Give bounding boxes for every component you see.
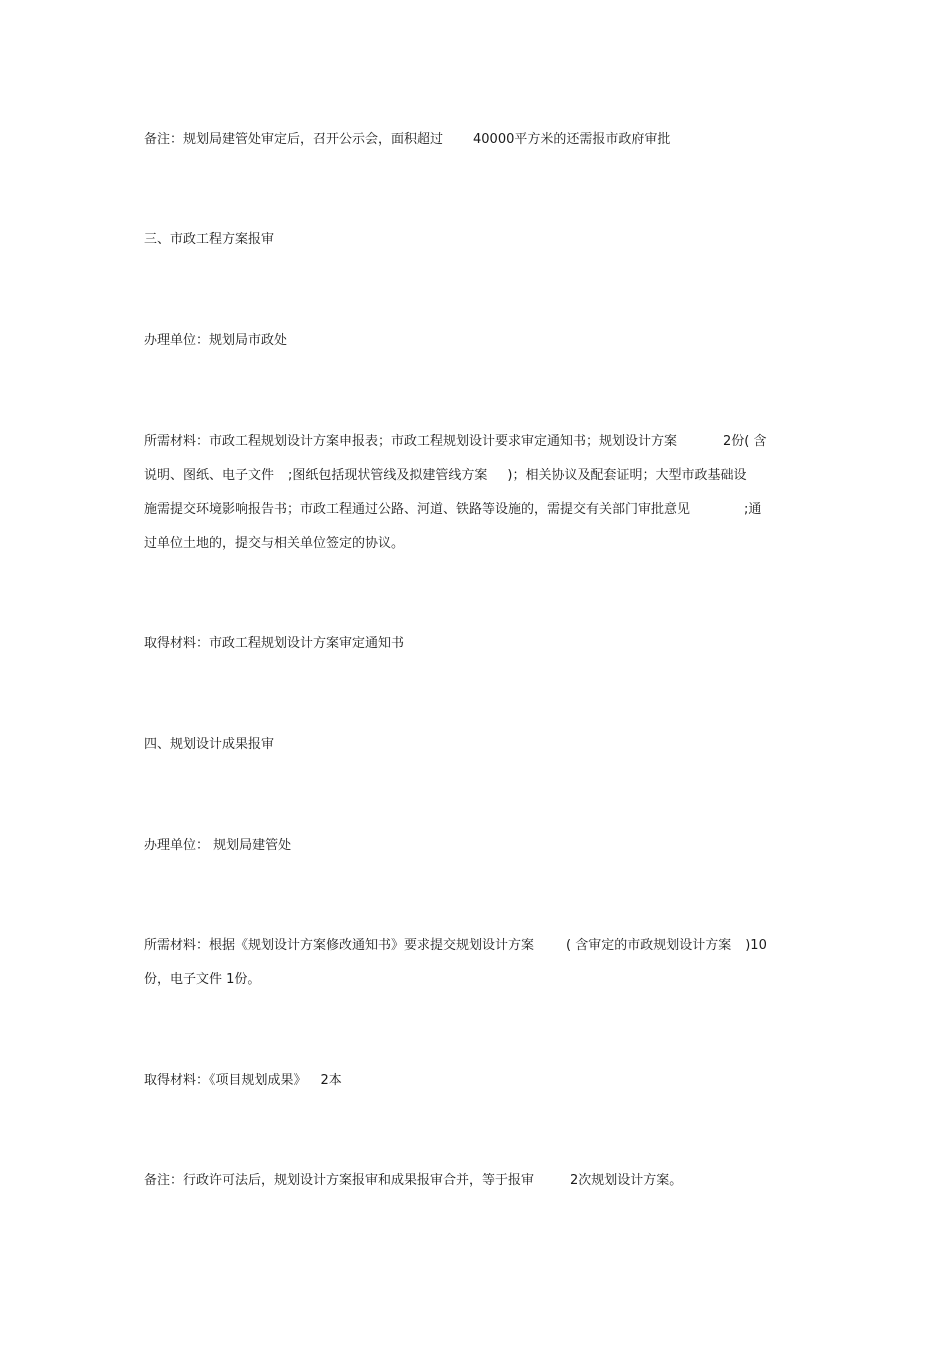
section-3-office <box>144 324 808 358</box>
section-3-materials-l4: 过单位土地的，提交与相关单位签定的协议。 <box>144 536 405 551</box>
section-3-materials-l2c: )；相关协议及配套证明；大型市政基础设 <box>507 468 747 483</box>
section-3-obtained <box>144 627 808 661</box>
section-3-office-text: 办理单位：规划局市政处 <box>144 333 288 348</box>
remark-merge <box>144 1164 808 1198</box>
section-4-materials-l1b: ( 含审定的市政规划设计方案 <box>566 938 732 953</box>
remark-merge-count: 2次规划设计方案。 <box>570 1173 683 1188</box>
section-4-materials <box>144 929 808 997</box>
section-4-obtained-count: 2本 <box>320 1073 342 1088</box>
section-4-obtained <box>144 1064 808 1098</box>
section-4-office <box>144 829 808 863</box>
section-4-materials-l2: 份，电子文件 1份。 <box>144 972 261 987</box>
section-4-title: 四、规划设计成果报审 <box>144 737 275 752</box>
section-3-materials-l2b: ;图纸包括现状管线及拟建管线方案 <box>288 468 488 483</box>
section-3-materials-l1a: 所需材料：市政工程规划设计方案申报表；市政工程规划设计要求审定通知书；规划设计方案 <box>144 434 678 449</box>
remark-approval-area: 40000平方米的还需报市政府审批 <box>473 132 671 147</box>
section-4-materials-l1c: )10 <box>745 938 767 953</box>
section-4-obtained-text: 取得材料：《项目规划成果》 <box>144 1073 307 1088</box>
section-3-materials-l2a: 说明、图纸、电子文件 <box>144 468 275 483</box>
section-4-office-text: 办理单位： 规划局建管处 <box>144 838 292 853</box>
section-3-heading <box>144 223 808 257</box>
remark-merge-text: 备注：行政许可法后，规划设计方案报审和成果报审合并，等于报审 <box>144 1173 535 1188</box>
section-3-materials-l3a: 施需提交环境影响报告书；市政工程通过公路、河道、铁路等设施的，需提交有关部门审批意见 <box>144 502 691 517</box>
section-4-materials-l1a: 所需材料：根据《规划设计方案修改通知书》要求提交规划设计方案 <box>144 938 535 953</box>
section-3-obtained-text: 取得材料：市政工程规划设计方案审定通知书 <box>144 636 405 651</box>
remark-approval <box>144 123 808 157</box>
section-3-materials <box>144 425 808 561</box>
section-4-heading <box>144 728 808 762</box>
remark-approval-text: 备注：规划局建管处审定后，召开公示会，面积超过 <box>144 132 444 147</box>
section-3-title: 三、市政工程方案报审 <box>144 232 275 247</box>
section-3-materials-l3b: ;通 <box>744 502 762 517</box>
section-3-materials-l1b: 2份( 含 <box>723 434 767 449</box>
